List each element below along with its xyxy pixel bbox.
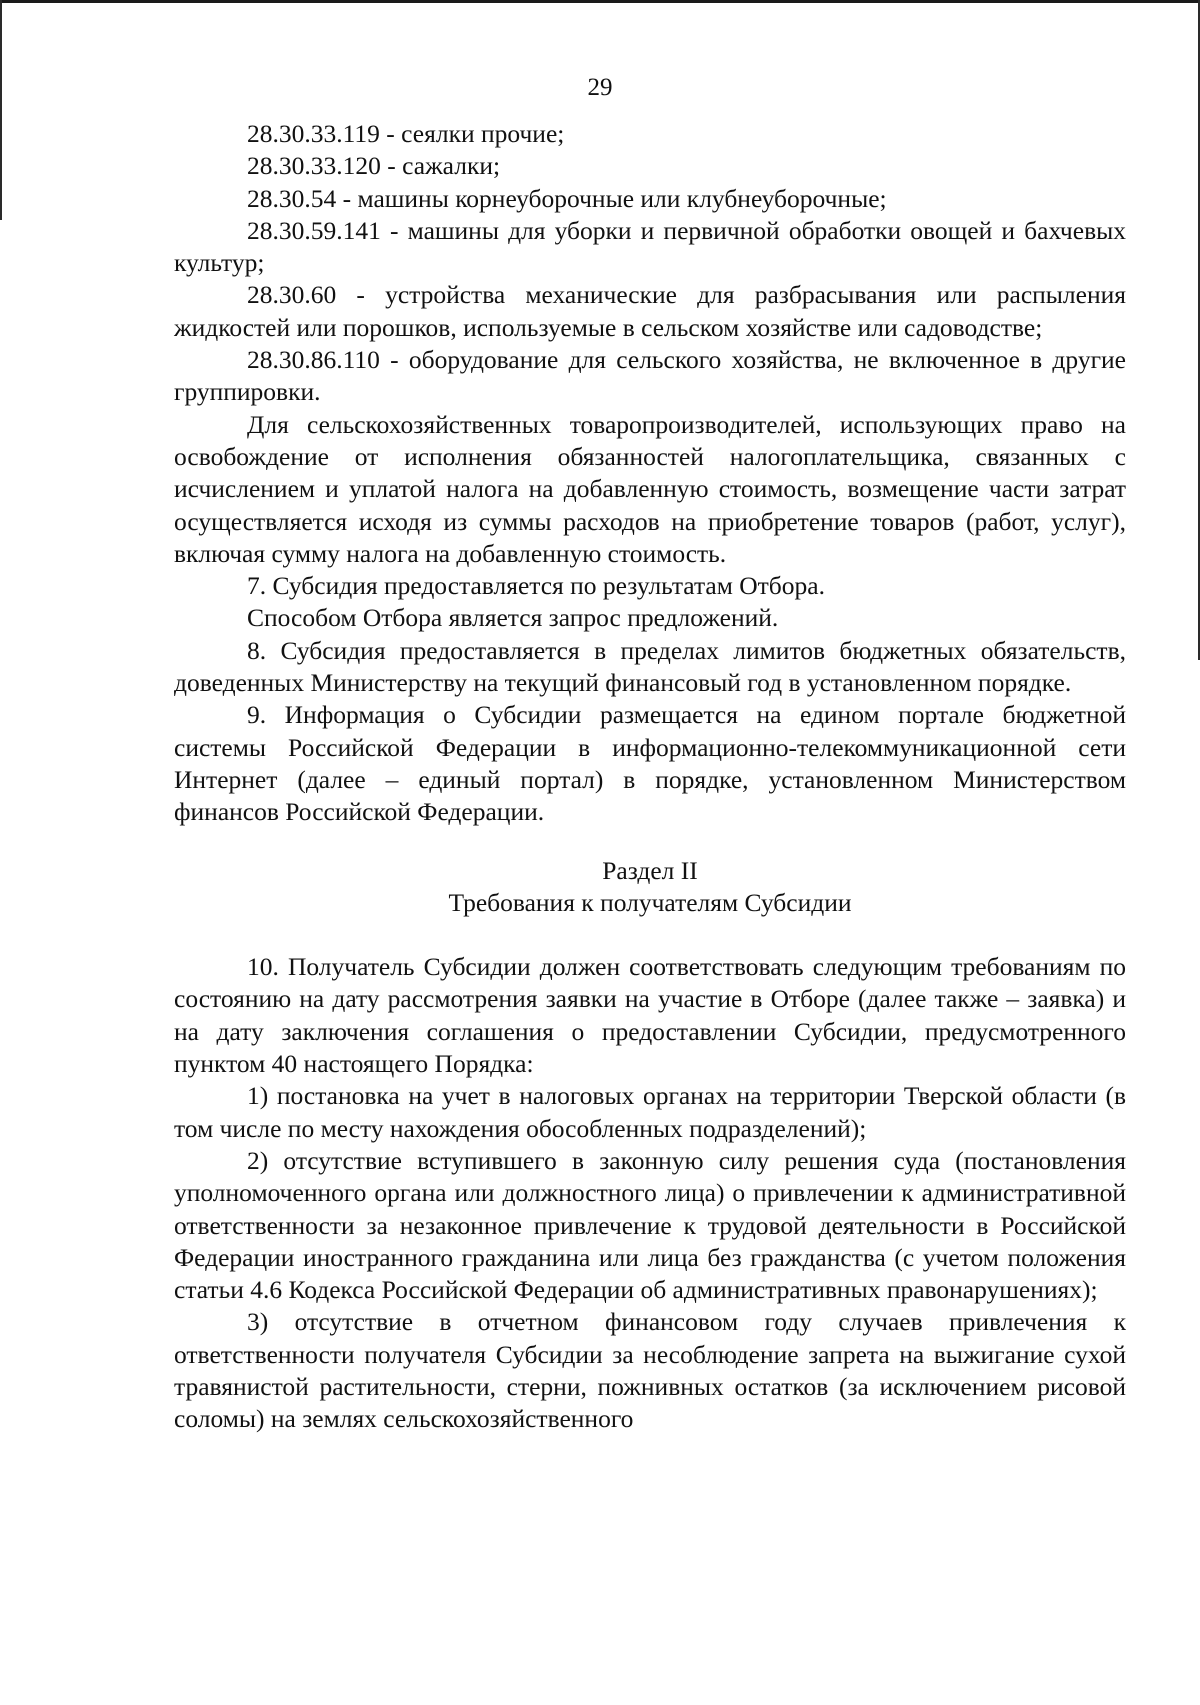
paragraph: Способом Отбора является запрос предложений.: [247, 603, 779, 633]
paragraph: 3) отсутствие в отчетном финансовом году случаев привлечения к ответственности получателя Субсидии за несоблюдение запрета на выжигание сухой травянистой растительности, стерни, пожнивных остатков (за исключением рисовой соломы) на землях сельскохозяйственного: [174, 1307, 1126, 1434]
paragraph: 8. Субсидия предоставляется в пределах лимитов бюджетных обязательств, доведенных Министерству на текущий финансовый год в установленном порядке.: [174, 635, 1126, 698]
scan-border-top: [0, 0, 1200, 3]
paragraph: 28.30.33.120 - сажалки;: [247, 151, 501, 181]
paragraph: 28.30.54 - машины корнеуборочные или клубнеуборочные;: [247, 183, 887, 213]
section-title: Требования к получателям Субсидии: [448, 887, 852, 917]
paragraph: 28.30.86.110 - оборудование для сельского хозяйства, не включенное в другие группировки.: [174, 345, 1126, 407]
paragraph: 28.30.33.119 - сеялки прочие;: [247, 119, 565, 148]
page-number: 29: [587, 74, 613, 101]
document-body: [174, 118, 1126, 1436]
paragraph: 2) отсутствие вступившего в законную силу решения суда (постановления уполномоченного органа или должностного лица) о привлечении к административной ответственности за незаконное привлечение к трудовой деятельности в Российской Федерации иностранного гражданина или лица без гражданства (с учетом положения статьи 4.6 Кодекса Российской Федерации об административных правонарушениях);: [174, 1145, 1126, 1305]
paragraph: 1) постановка на учет в налоговых органах на территории Тверской области (в том числе по месту нахождения обособленных подразделений);: [174, 1081, 1126, 1143]
paragraph: 9. Информация о Субсидии размещается на едином портале бюджетной системы Российской Федерации в информационно-телекоммуникационной сети Интернет (далее – единый портал) в порядке, установленном Министерством финансов Российской Федерации.: [174, 700, 1126, 827]
paragraph: 7. Субсидия предоставляется по результатам Отбора.: [247, 571, 825, 601]
paragraph: Для сельскохозяйственных товаропроизводителей, использующих право на освобождение от исполнения обязанностей налогоплательщика, связанных с исчислением и уплатой налога на добавленную стоимость, возмещение части затрат осуществляется исходя из суммы расходов на приобретение товаров (работ, услуг), включая сумму налога на добавленную стоимость.: [174, 409, 1126, 568]
paragraph: 28.30.59.141 - машины для уборки и первичной обработки овощей и бахчевых культур;: [174, 215, 1126, 278]
paragraph: 28.30.60 - устройства механические для разбрасывания или распыления жидкостей или порошков, используемые в сельском хозяйстве или садоводстве;: [174, 280, 1126, 342]
paragraph: 10. Получатель Субсидии должен соответствовать следующим требованиям по состоянию на дату рассмотрения заявки на участие в Отборе (далее также – заявка) и на дату заключения соглашения о предоставлении Субсидии, предусмотренного пунктом 40 настоящего Порядка:: [174, 952, 1126, 1079]
section-number: Раздел II: [602, 855, 698, 885]
scan-border-left: [0, 0, 2, 220]
